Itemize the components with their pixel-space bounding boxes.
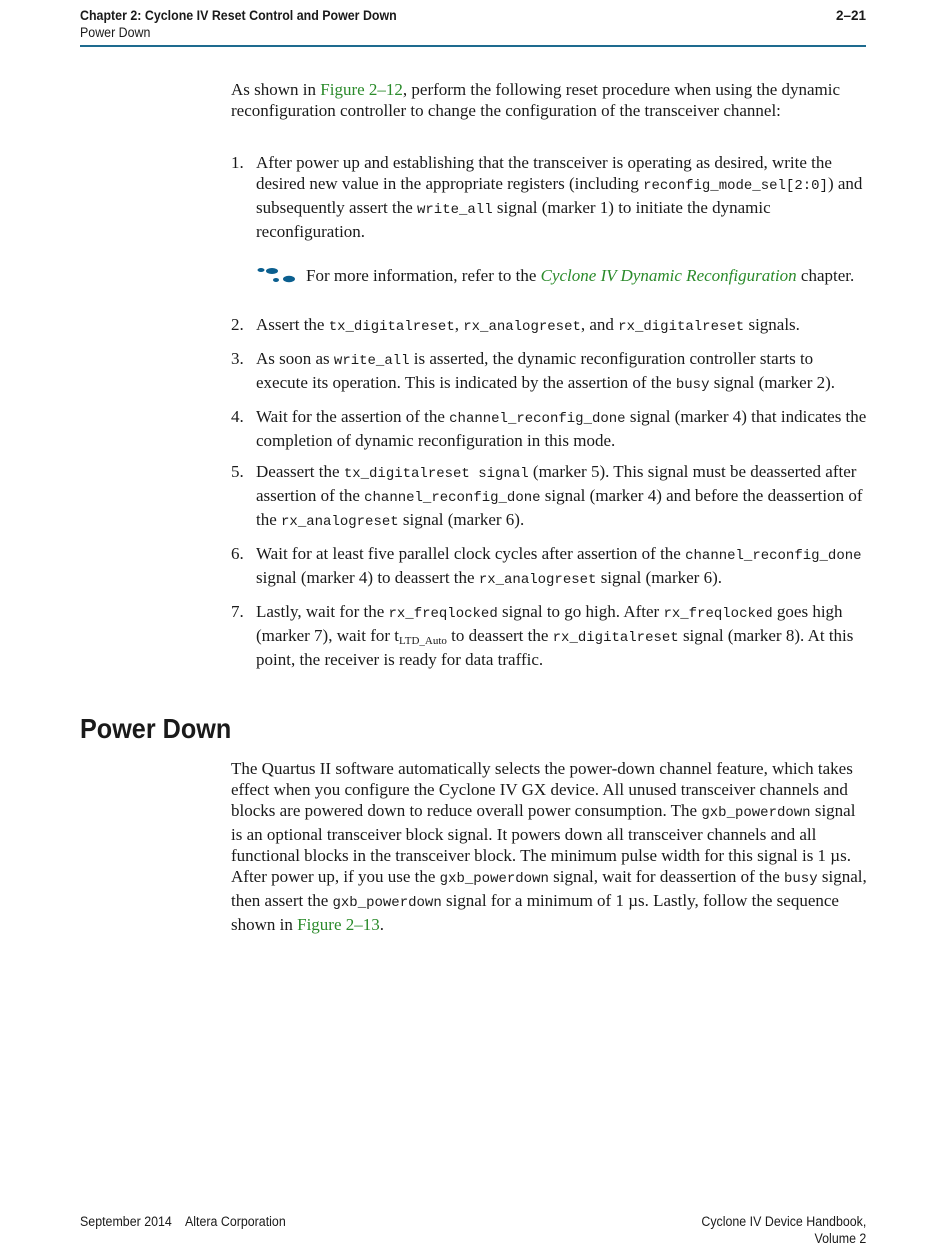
step-number: 4.: [231, 407, 244, 426]
footer-book-title: Cyclone IV Device Handbook, Volume 2: [701, 1214, 866, 1246]
list-item: [231, 348, 867, 396]
list-item: [231, 543, 867, 591]
footprints-icon: [256, 265, 306, 293]
step-text: Lastly, wait for the rx_freqlocked signal to go high. After rx_freqlocked goes high (marker 7), wait for $t_{LTD\_Auto}$ to deassert the rx_digitalreset signal (marker 8). At this point, the receiver is ready for data traffic.: [256, 602, 854, 669]
intro-paragraph: [231, 79, 867, 121]
reset-procedure-list: [231, 152, 867, 680]
section-heading: Power Down: [80, 713, 232, 744]
footer-date-publisher: September 2014 Altera Corporation: [80, 1214, 286, 1229]
list-item: [231, 152, 867, 242]
note-callout: [256, 265, 867, 293]
note-text: For more information, refer to the Cyclone IV Dynamic Reconfiguration chapter.: [306, 266, 855, 285]
step-text: As soon as write_all is asserted, the dynamic reconfiguration controller starts to execute its operation. This is indicated by the assertion of the busy signal (marker 2).: [256, 349, 836, 393]
page-number: 2–21: [835, 8, 866, 23]
list-item: [231, 406, 867, 451]
step-text: Wait for at least five parallel clock cycles after assertion of the channel_reconfig_done signal (marker 4) to deassert the rx_analogreset signal (marker 6).: [256, 544, 862, 588]
step-number: 2.: [231, 315, 244, 334]
list-item: [231, 601, 867, 670]
step-number: 1.: [231, 153, 244, 172]
header-rule: [80, 45, 866, 47]
step-number: 3.: [231, 349, 244, 368]
list-item: [231, 461, 867, 533]
step-number: 5.: [231, 462, 244, 481]
power-down-paragraph: The Quartus II software automatically selects the power-down channel feature, which takes effect when you configure the Cyclone IV GX device. All unused transceiver channels and blocks are powered down to reduce overall power consumption. The gxb_powerdown signal is an optional transceiver block signal. It powers down all transceiver channels and all functional blocks in the transceiver block. The minimum pulse width for this signal is 1 µs. After power up, if you use the gxb_powerdown signal, wait for deassertion of the busy signal, then assert the gxb_powerdown signal for a minimum of 1 µs. Lastly, follow the sequence shown in Figure 2–13.: [231, 759, 867, 934]
step-number: 6.: [231, 544, 244, 563]
figure-2-12-link[interactable]: Figure 2–12: [320, 80, 403, 99]
step-text: Deassert the tx_digitalreset signal (marker 5). This signal must be deasserted after assertion of the channel_reconfig_done signal (marker 4) and before the deassertion of the rx_analogreset signal (marker 6).: [256, 462, 863, 530]
list-item: [231, 314, 867, 338]
figure-2-13-link[interactable]: Figure 2–13: [297, 915, 380, 934]
step-text: Wait for the assertion of the channel_reconfig_done signal (marker 4) that indicates the completion of dynamic reconfiguration in this mode.: [256, 407, 867, 450]
step-text: After power up and establishing that the transceiver is operating as desired, write the desired new value in the appropriate registers (including reconfig_mode_sel[2:0]) and subsequently assert the write_all signal (marker 1) to initiate the dynamic reconfiguration.: [256, 153, 863, 241]
step-number: 7.: [231, 602, 244, 621]
dynamic-reconfiguration-link[interactable]: Cyclone IV Dynamic Reconfiguration: [540, 266, 797, 285]
intro-text-post: , perform the following reset procedure when using the dynamic reconfiguration controller to change the configuration of the transceiver channel:: [231, 80, 841, 120]
step-text: Assert the tx_digitalreset, rx_analogreset, and rx_digitalreset signals.: [256, 315, 800, 335]
chapter-title: Chapter 2: Cyclone IV Reset Control and Power Down: [80, 8, 397, 23]
section-title: Power Down: [80, 25, 151, 40]
intro-text-pre: As shown in: [231, 80, 321, 99]
page-header: [80, 8, 866, 40]
